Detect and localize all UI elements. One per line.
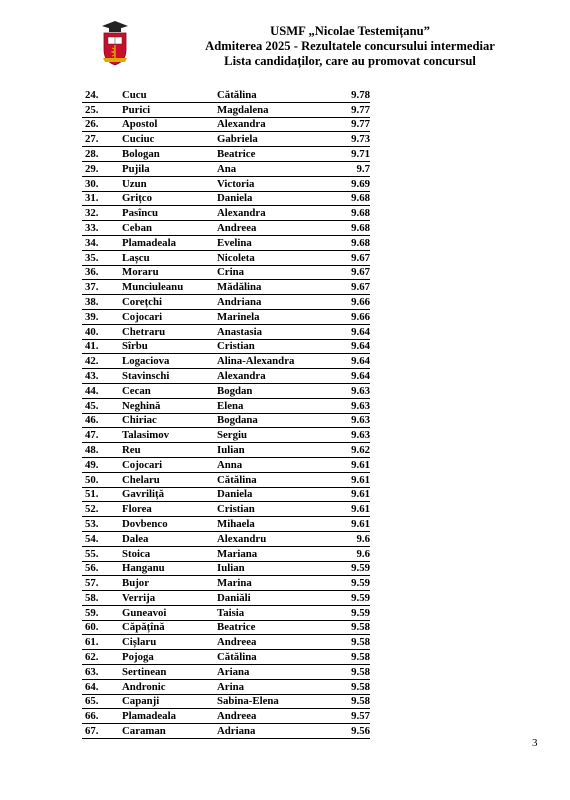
table-row: [82, 309, 370, 324]
row-score: 9.77: [327, 117, 370, 132]
table-row: [82, 339, 370, 354]
table-row: [82, 221, 370, 236]
row-surname: Gavriliță: [119, 487, 214, 502]
row-number: 65.: [82, 694, 119, 709]
row-number: 27.: [82, 132, 119, 147]
row-number: 64.: [82, 679, 119, 694]
row-score: 9.59: [327, 561, 370, 576]
row-surname: Ceban: [119, 221, 214, 236]
row-surname: Hanganu: [119, 561, 214, 576]
row-number: 35.: [82, 250, 119, 265]
row-score: 9.61: [327, 487, 370, 502]
row-first-name: Elena: [214, 398, 327, 413]
row-surname: Talasimov: [119, 428, 214, 443]
row-score: 9.77: [327, 102, 370, 117]
row-score: 9.57: [327, 709, 370, 724]
row-surname: Moraru: [119, 265, 214, 280]
row-score: 9.58: [327, 694, 370, 709]
row-surname: Lașcu: [119, 250, 214, 265]
row-first-name: Daniela: [214, 191, 327, 206]
row-number: 33.: [82, 221, 119, 236]
row-first-name: Alexandra: [214, 369, 327, 384]
row-score: 9.61: [327, 472, 370, 487]
row-surname: Bujor: [119, 576, 214, 591]
table-row: [82, 117, 370, 132]
row-number: 53.: [82, 517, 119, 532]
row-first-name: Andreea: [214, 709, 327, 724]
row-surname: Stoica: [119, 546, 214, 561]
table-row: [82, 369, 370, 384]
row-first-name: Mariana: [214, 546, 327, 561]
row-score: 9.78: [327, 88, 370, 102]
row-surname: Căpățînă: [119, 620, 214, 635]
table-row: [82, 176, 370, 191]
header-title: Admiterea 2025 - Rezultatele concursului intermediar: [205, 39, 495, 53]
row-number: 40.: [82, 324, 119, 339]
table-row: [82, 250, 370, 265]
row-surname: Cișlaru: [119, 635, 214, 650]
row-number: 55.: [82, 546, 119, 561]
row-first-name: Iulian: [214, 561, 327, 576]
row-score: 9.63: [327, 413, 370, 428]
row-surname: Cojocari: [119, 309, 214, 324]
row-score: 9.59: [327, 576, 370, 591]
row-surname: Chiriac: [119, 413, 214, 428]
row-first-name: Andriana: [214, 295, 327, 310]
header-subtitle: Lista candidaților, care au promovat concursul: [224, 54, 476, 68]
row-first-name: Ana: [214, 161, 327, 176]
row-surname: Purici: [119, 102, 214, 117]
row-first-name: Sergiu: [214, 428, 327, 443]
row-first-name: Bogdan: [214, 383, 327, 398]
row-first-name: Victoria: [214, 176, 327, 191]
row-number: 45.: [82, 398, 119, 413]
row-score: 9.7: [327, 161, 370, 176]
row-score: 9.64: [327, 324, 370, 339]
row-score: 9.68: [327, 235, 370, 250]
row-surname: Pujila: [119, 161, 214, 176]
table-row: [82, 635, 370, 650]
row-number: 41.: [82, 339, 119, 354]
row-first-name: Anastasia: [214, 324, 327, 339]
table-row: [82, 665, 370, 680]
row-score: 9.73: [327, 132, 370, 147]
row-number: 51.: [82, 487, 119, 502]
row-score: 9.59: [327, 591, 370, 606]
row-first-name: Alina-Alexandra: [214, 354, 327, 369]
results-table: [82, 88, 370, 739]
row-score: 9.6: [327, 531, 370, 546]
row-surname: Reu: [119, 443, 214, 458]
row-surname: Verrija: [119, 591, 214, 606]
row-score: 9.68: [327, 191, 370, 206]
row-first-name: Evelina: [214, 235, 327, 250]
row-number: 56.: [82, 561, 119, 576]
table-row: [82, 576, 370, 591]
row-surname: Apostol: [119, 117, 214, 132]
table-row: [82, 161, 370, 176]
row-number: 34.: [82, 235, 119, 250]
table-row: [82, 443, 370, 458]
row-first-name: Cristian: [214, 339, 327, 354]
table-row: [82, 147, 370, 162]
row-surname: Chelaru: [119, 472, 214, 487]
table-row: [82, 487, 370, 502]
row-first-name: Nicoleta: [214, 250, 327, 265]
row-first-name: Sabina-Elena: [214, 694, 327, 709]
table-row: [82, 694, 370, 709]
row-number: 60.: [82, 620, 119, 635]
row-first-name: Arina: [214, 679, 327, 694]
table-row: [82, 531, 370, 546]
row-number: 63.: [82, 665, 119, 680]
row-surname: Pojoga: [119, 650, 214, 665]
table-row: [82, 295, 370, 310]
row-surname: Capanji: [119, 694, 214, 709]
table-row: [82, 88, 370, 102]
table-row: [82, 428, 370, 443]
row-first-name: Andreea: [214, 635, 327, 650]
row-number: 50.: [82, 472, 119, 487]
table-row: [82, 620, 370, 635]
row-score: 9.63: [327, 383, 370, 398]
table-row: [82, 398, 370, 413]
row-first-name: Cătălina: [214, 472, 327, 487]
row-first-name: Daniăli: [214, 591, 327, 606]
table-row: [82, 502, 370, 517]
row-score: 9.64: [327, 354, 370, 369]
row-first-name: Iulian: [214, 443, 327, 458]
row-number: 44.: [82, 383, 119, 398]
table-row: [82, 591, 370, 606]
row-number: 42.: [82, 354, 119, 369]
row-score: 9.67: [327, 280, 370, 295]
row-surname: Corețchi: [119, 295, 214, 310]
table-row: [82, 191, 370, 206]
table-row: [82, 354, 370, 369]
row-number: 28.: [82, 147, 119, 162]
table-row: [82, 280, 370, 295]
row-first-name: Anna: [214, 457, 327, 472]
table-row: [82, 132, 370, 147]
row-score: 9.61: [327, 502, 370, 517]
row-first-name: Alexandra: [214, 206, 327, 221]
row-number: 54.: [82, 531, 119, 546]
row-score: 9.63: [327, 398, 370, 413]
row-number: 67.: [82, 724, 119, 739]
row-first-name: Beatrice: [214, 620, 327, 635]
row-number: 48.: [82, 443, 119, 458]
row-surname: Cuciuc: [119, 132, 214, 147]
row-first-name: Marinela: [214, 309, 327, 324]
row-surname: Stavinschi: [119, 369, 214, 384]
row-first-name: Mădălina: [214, 280, 327, 295]
table-row: [82, 679, 370, 694]
row-number: 31.: [82, 191, 119, 206]
table-row: [82, 206, 370, 221]
table-row: [82, 517, 370, 532]
row-first-name: Cătălina: [214, 88, 327, 102]
row-first-name: Andreea: [214, 221, 327, 236]
row-number: 59.: [82, 605, 119, 620]
row-surname: Cecan: [119, 383, 214, 398]
header-institution: USMF „Nicolae Testemițanu”: [270, 24, 430, 38]
row-number: 52.: [82, 502, 119, 517]
row-number: 46.: [82, 413, 119, 428]
row-surname: Uzun: [119, 176, 214, 191]
row-first-name: Crina: [214, 265, 327, 280]
row-score: 9.67: [327, 250, 370, 265]
row-score: 9.69: [327, 176, 370, 191]
row-first-name: Cătălina: [214, 650, 327, 665]
table-row: [82, 265, 370, 280]
row-surname: Plamadeala: [119, 235, 214, 250]
table-row: [82, 383, 370, 398]
row-number: 49.: [82, 457, 119, 472]
row-number: 30.: [82, 176, 119, 191]
row-surname: Cucu: [119, 88, 214, 102]
row-surname: Guneavoi: [119, 605, 214, 620]
row-first-name: Marina: [214, 576, 327, 591]
results-table-body: [82, 88, 370, 739]
row-score: 9.59: [327, 605, 370, 620]
row-first-name: Ariana: [214, 665, 327, 680]
row-first-name: Beatrice: [214, 147, 327, 162]
row-first-name: Daniela: [214, 487, 327, 502]
row-number: 57.: [82, 576, 119, 591]
university-crest-icon: [100, 20, 130, 66]
row-score: 9.66: [327, 309, 370, 324]
row-surname: Sîrbu: [119, 339, 214, 354]
row-surname: Florea: [119, 502, 214, 517]
row-score: 9.67: [327, 265, 370, 280]
row-surname: Chetraru: [119, 324, 214, 339]
row-number: 32.: [82, 206, 119, 221]
row-number: 58.: [82, 591, 119, 606]
row-surname: Caraman: [119, 724, 214, 739]
row-score: 9.58: [327, 650, 370, 665]
table-row: [82, 235, 370, 250]
table-row: [82, 324, 370, 339]
row-number: 36.: [82, 265, 119, 280]
row-surname: Grițco: [119, 191, 214, 206]
row-surname: Munciuleanu: [119, 280, 214, 295]
row-score: 9.68: [327, 221, 370, 236]
row-score: 9.58: [327, 635, 370, 650]
row-first-name: Alexandru: [214, 531, 327, 546]
row-score: 9.58: [327, 665, 370, 680]
row-surname: Neghină: [119, 398, 214, 413]
table-row: [82, 413, 370, 428]
document-header: [130, 24, 570, 69]
row-surname: Andronic: [119, 679, 214, 694]
row-score: 9.58: [327, 679, 370, 694]
row-number: 37.: [82, 280, 119, 295]
row-number: 26.: [82, 117, 119, 132]
table-row: [82, 561, 370, 576]
row-surname: Pasîncu: [119, 206, 214, 221]
row-number: 25.: [82, 102, 119, 117]
row-score: 9.58: [327, 620, 370, 635]
row-number: 62.: [82, 650, 119, 665]
row-score: 9.64: [327, 369, 370, 384]
table-row: [82, 650, 370, 665]
row-first-name: Magdalena: [214, 102, 327, 117]
row-number: 38.: [82, 295, 119, 310]
table-row: [82, 102, 370, 117]
row-surname: Dalea: [119, 531, 214, 546]
table-row: [82, 724, 370, 739]
table-row: [82, 546, 370, 561]
row-first-name: Taisia: [214, 605, 327, 620]
row-number: 39.: [82, 309, 119, 324]
row-first-name: Mihaela: [214, 517, 327, 532]
row-score: 9.68: [327, 206, 370, 221]
row-score: 9.61: [327, 517, 370, 532]
row-surname: Bologan: [119, 147, 214, 162]
row-first-name: Gabriela: [214, 132, 327, 147]
row-score: 9.56: [327, 724, 370, 739]
row-score: 9.64: [327, 339, 370, 354]
table-row: [82, 472, 370, 487]
row-surname: Plamadeala: [119, 709, 214, 724]
table-row: [82, 605, 370, 620]
page-number: 3: [532, 737, 538, 749]
row-score: 9.61: [327, 457, 370, 472]
row-number: 47.: [82, 428, 119, 443]
row-number: 43.: [82, 369, 119, 384]
table-row: [82, 709, 370, 724]
row-first-name: Cristian: [214, 502, 327, 517]
row-first-name: Alexandra: [214, 117, 327, 132]
row-first-name: Adriana: [214, 724, 327, 739]
row-surname: Logaciova: [119, 354, 214, 369]
row-first-name: Bogdana: [214, 413, 327, 428]
row-score: 9.63: [327, 428, 370, 443]
row-score: 9.6: [327, 546, 370, 561]
row-number: 24.: [82, 88, 119, 102]
row-score: 9.71: [327, 147, 370, 162]
row-surname: Cojocari: [119, 457, 214, 472]
row-number: 61.: [82, 635, 119, 650]
row-number: 29.: [82, 161, 119, 176]
table-row: [82, 457, 370, 472]
row-score: 9.62: [327, 443, 370, 458]
row-number: 66.: [82, 709, 119, 724]
row-surname: Sertinean: [119, 665, 214, 680]
row-score: 9.66: [327, 295, 370, 310]
row-surname: Dovbenco: [119, 517, 214, 532]
